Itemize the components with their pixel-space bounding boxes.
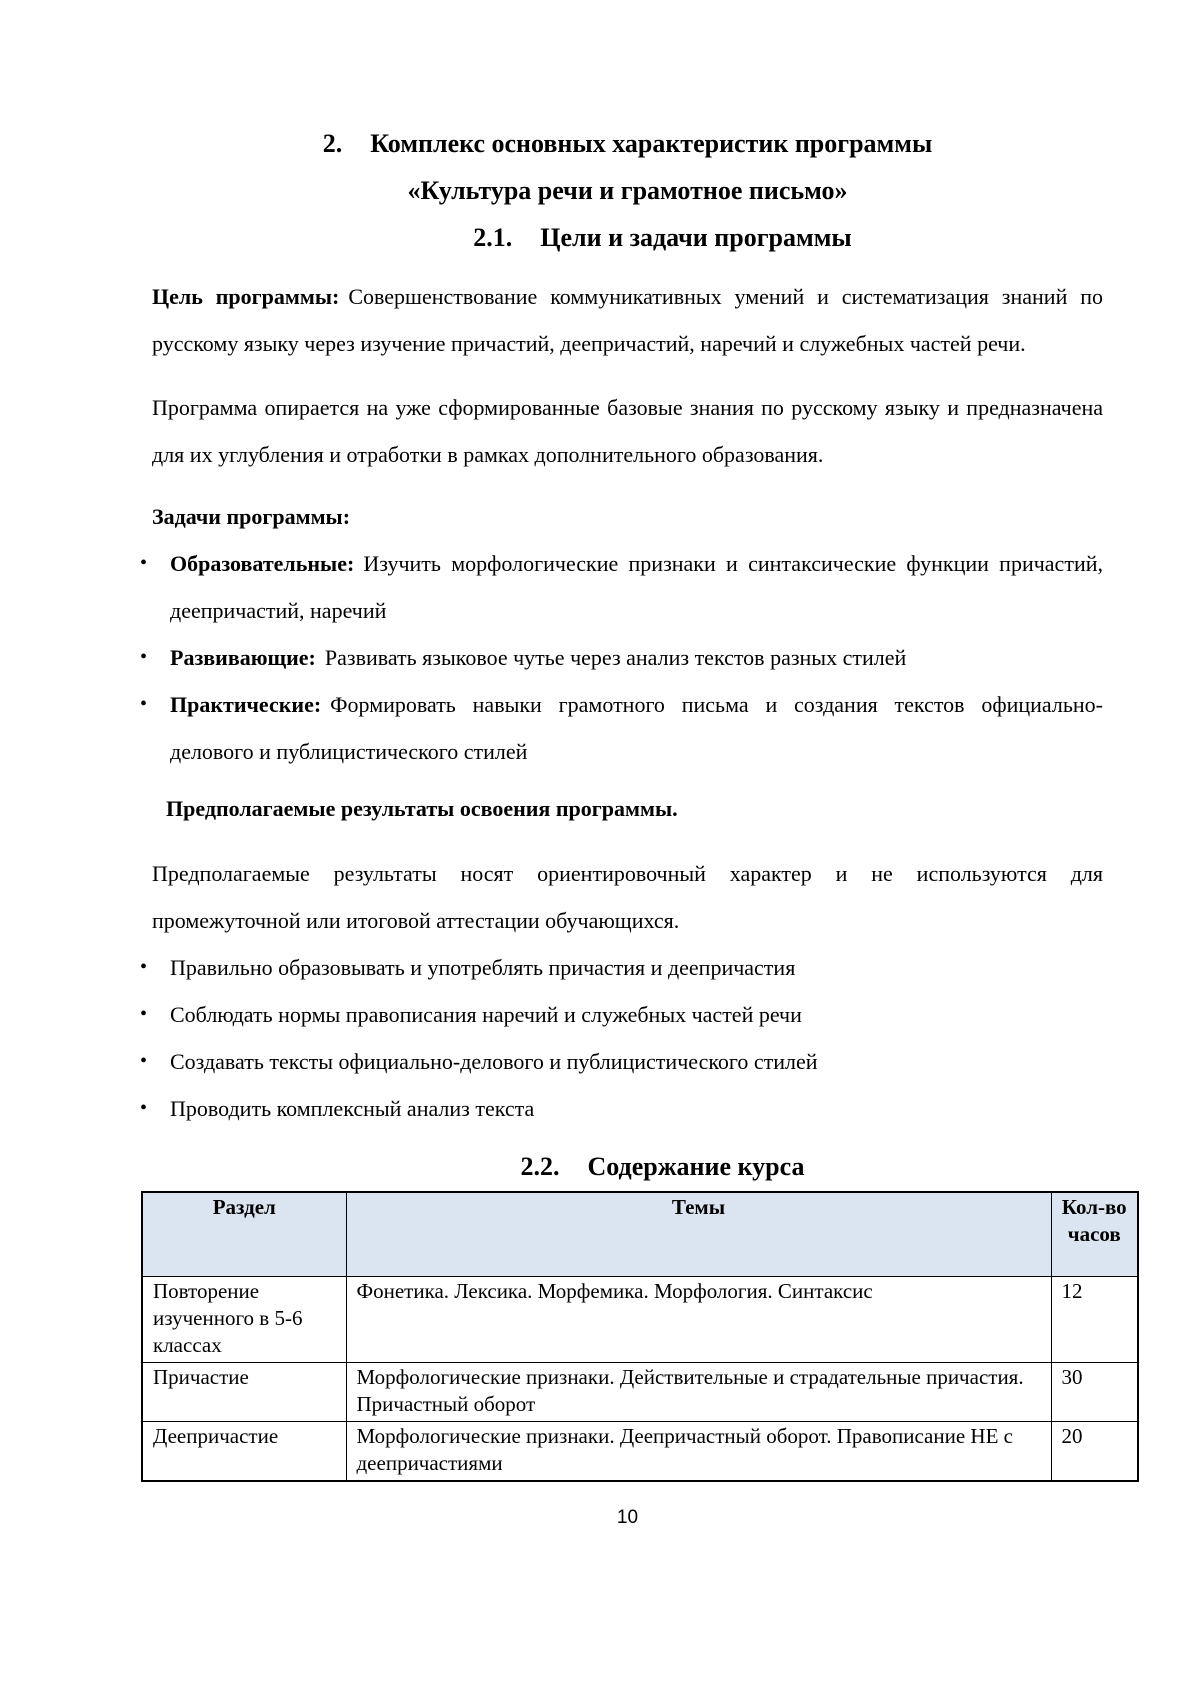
- result-text: Правильно образовывать и употреблять причастия и деепричастия: [170, 955, 796, 980]
- section-2-1-heading: [152, 214, 1103, 261]
- page-number: 10: [616, 1507, 639, 1528]
- main-title-text: Комплекс основных характеристик программы: [370, 129, 933, 158]
- cell-topics: Фонетика. Лексика. Морфемика. Морфология. Синтаксис: [346, 1277, 1051, 1363]
- section-2-1-title: Цели и задачи программы: [540, 223, 852, 252]
- cell-hours: 12: [1051, 1277, 1138, 1363]
- bullet-icon: •: [140, 1097, 148, 1119]
- task-text: Изучить морфологические признаки и синтаксические функции причастий, деепричастий, наречий: [170, 551, 1103, 623]
- basis-text: Программа опирается на уже сформированные базовые знания по русскому языку и предназначена для их углубления и отработки в рамках дополнительного образования.: [152, 395, 1103, 467]
- task-lead: Образовательные:: [170, 551, 355, 576]
- results-list: [140, 944, 1103, 1132]
- table-row: [142, 1277, 1138, 1363]
- cell-hours: 20: [1051, 1422, 1138, 1482]
- table-row: [142, 1422, 1138, 1482]
- result-item: [140, 1085, 1103, 1132]
- cell-topics: Морфологические признаки. Действительные и страдательные причастия. Причастный оборот: [346, 1363, 1051, 1422]
- result-text: Создавать тексты официально-делового и публицистического стилей: [170, 1049, 818, 1074]
- bullet-icon: •: [140, 552, 148, 574]
- cell-hours: 30: [1051, 1363, 1138, 1422]
- section-2-1-number: 2.1.: [473, 223, 513, 252]
- bullet-icon: •: [140, 956, 148, 978]
- main-title-line-2: [152, 167, 1103, 214]
- table-row: [142, 1363, 1138, 1422]
- task-item-practical: [140, 681, 1103, 775]
- result-text: Соблюдать нормы правописания наречий и служебных частей речи: [170, 1002, 802, 1027]
- section-2-2-title: Содержание курса: [587, 1152, 805, 1181]
- section-2-2-number: 2.2.: [520, 1152, 560, 1181]
- cell-topics: Морфологические признаки. Деепричастный оборот. Правописание НЕ с деепричастиями: [346, 1422, 1051, 1482]
- task-lead: Развивающие:: [170, 645, 316, 670]
- cell-section: Повторение изученного в 5-6 классах: [142, 1277, 346, 1363]
- goal-paragraph: [152, 273, 1103, 367]
- bullet-icon: •: [140, 693, 148, 715]
- bullet-icon: •: [140, 646, 148, 668]
- result-text: Проводить комплексный анализ текста: [170, 1096, 535, 1121]
- goal-text: Совершенствование коммуникативных умений и систематизация знаний по русскому языку через изучение причастий, деепричастий, наречий и служебных частей речи.: [152, 284, 1104, 356]
- tasks-list: [140, 540, 1103, 775]
- results-heading: Предполагаемые результаты освоения программы.: [166, 796, 678, 821]
- table-header-row: [142, 1192, 1138, 1277]
- main-title-line-1: [152, 120, 1103, 167]
- task-text: Развивать языковое чутье через анализ текстов разных стилей: [324, 645, 907, 670]
- basis-paragraph: [152, 384, 1103, 478]
- task-item-educational: [140, 540, 1103, 634]
- course-table: [141, 1191, 1139, 1482]
- results-note: Предполагаемые результаты носят ориентировочный характер и не используются для промежуточной или итоговой аттестации обучающихся.: [152, 861, 1103, 933]
- header-hours: Кол-во часов: [1051, 1192, 1138, 1277]
- tasks-heading: Задачи программы:: [152, 504, 351, 529]
- main-title-number: 2.: [322, 129, 343, 158]
- task-item-developing: [140, 634, 1103, 681]
- cell-section: Деепричастие: [142, 1422, 346, 1482]
- header-topics: Темы: [346, 1192, 1051, 1277]
- result-item: [140, 944, 1103, 991]
- header-section: Раздел: [142, 1192, 346, 1277]
- cell-section: Причастие: [142, 1363, 346, 1422]
- task-text: Формировать навыки грамотного письма и создания текстов официально-делового и публицистического стилей: [170, 692, 1103, 764]
- result-item: [140, 1038, 1103, 1085]
- main-title-subtitle: «Культура речи и грамотное письмо»: [407, 176, 848, 205]
- task-lead: Практические:: [170, 692, 322, 717]
- section-2-2-heading: [152, 1147, 1103, 1187]
- bullet-icon: •: [140, 1003, 148, 1025]
- goal-lead: Цель программы:: [152, 284, 340, 309]
- bullet-icon: •: [140, 1050, 148, 1072]
- result-item: [140, 991, 1103, 1038]
